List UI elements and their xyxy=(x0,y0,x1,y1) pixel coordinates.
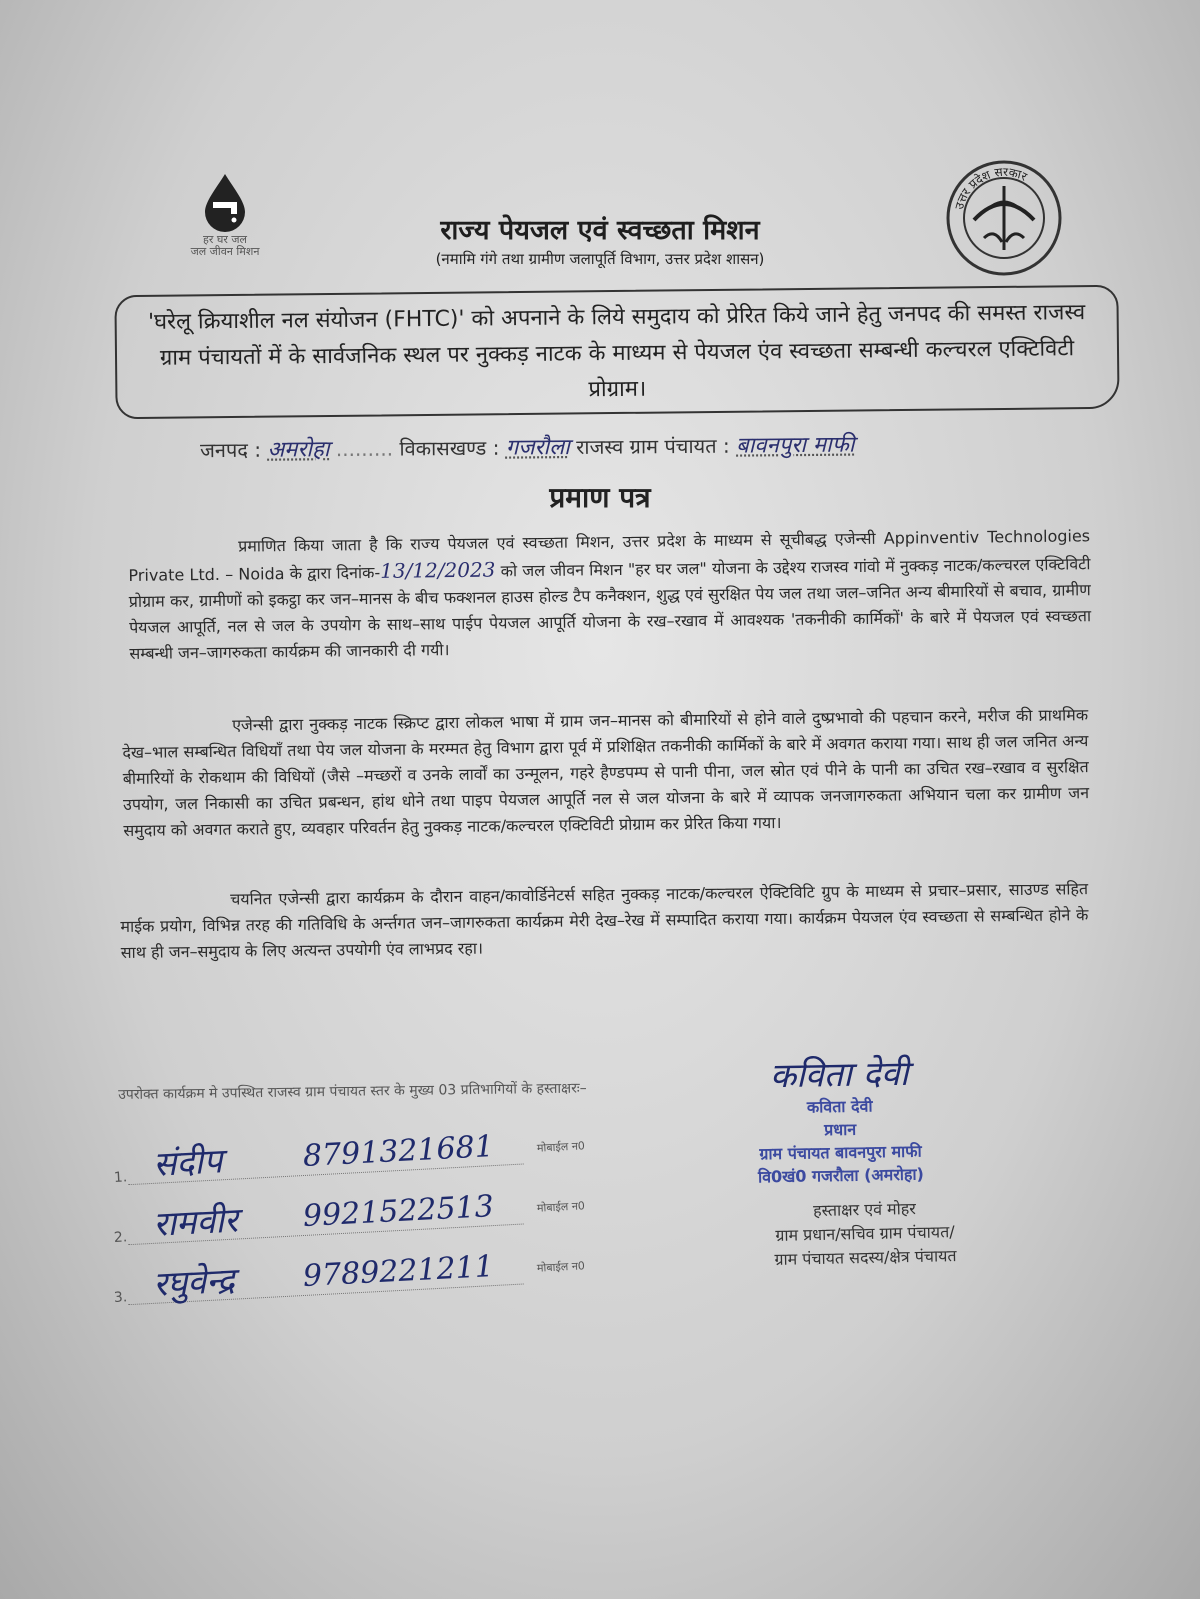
authority-caption xyxy=(719,1195,1010,1273)
mission-title: राज्य पेयजल एवं स्वच्छता मिशन xyxy=(440,215,760,246)
participants-label: उपरोक्त कार्यक्रम मे उपस्थित राजस्व ग्राम पंचायत स्तर के मुख्य 03 प्रतिभागियों के हस्ताक्षरः– xyxy=(118,1080,587,1103)
program-date: 13/12/2023 xyxy=(380,557,496,583)
logo-tagline-1: हर घर जल xyxy=(203,233,247,246)
paragraph-3-text: चयनित एजेन्सी द्वारा कार्यक्रम के दौरान वाहन/कावोर्डिनेटर्स सहित नुक्कड़ नाटक/कल्चरल ऐक्टिविटि ग्रुप के माध्यम से प्रचार–प्रसार, साउण्ड सहित माईक प्रयोग, विभिन्न तरह की गतिविधि के अर्न्तगत जन–जागरुकता कार्यक्रम मेरी देख–रेख में सम्पादित कराया गया। कार्यक्रम पेयजल एंव स्वच्छता से सम्बन्धित होने के साथ ही जन–समुदाय के लिए अत्यन्त उपयोगी एंव लाभप्रद रहा। xyxy=(120,879,1089,962)
authority-line-2: ग्राम प्रधान/सचिव ग्राम पंचायत/ xyxy=(775,1222,955,1245)
paragraph-1-part-b: को जल जीवन मिशन "हर घर जल" योजना के उद्देश्य राजस्व गांवो में नुक्कड़ नाटक/कल्चरल एक्टिविटी प्रोग्राम कर, ग्रामीणों को इकट्ठा कर जन–मानस के बीच फक्शनल हाउस होल्ड टैप कनैक्शन, शुद्ध एवं सुरक्षित पेय जल तथा जल–जनित अन्य बीमारियों से बचाव, ग्रामीण पेयजल आपूर्ति, नल से जल के उपयोग के साथ–साथ पाईप पेयजल आपूर्ति योजना के रख–रखाव में आवश्यक 'तकनीकी कार्मिकों' के बारे में पेयजल एवं स्वच्छता सम्बन्धी जन–जागरुकता कार्यक्रम की जानकारी दी गयी। xyxy=(128,554,1092,663)
participant-signature: रामवीर xyxy=(152,1200,239,1245)
participant-phone: 9921522513 xyxy=(302,1189,495,1234)
participant-phone: 9789221211 xyxy=(302,1249,495,1294)
mobile-label: मोबाईल न0 xyxy=(536,1139,586,1155)
participant-signature: रघुवेन्द्र xyxy=(152,1260,236,1305)
program-banner xyxy=(114,285,1119,420)
stamp-name: कविता देवी xyxy=(806,1096,873,1117)
participant-phone: 8791321681 xyxy=(302,1129,495,1174)
paragraph-1 xyxy=(128,523,1092,667)
participant-number: 3. xyxy=(113,1289,128,1306)
jal-jeevan-mission-logo xyxy=(180,172,270,272)
stamp-block: वि0खं0 गजरौला (अमरोहा) xyxy=(757,1164,925,1187)
mobile-label: मोबाईल न0 xyxy=(536,1259,586,1275)
pradhan-signature: कविता देवी xyxy=(769,1053,909,1097)
stamp-title: प्रधान xyxy=(824,1119,857,1140)
pradhan-signature-block xyxy=(689,1052,991,1189)
participant-number: 2. xyxy=(113,1229,128,1246)
district-value: अमरोहा xyxy=(267,437,330,463)
location-line: जनपद : अमरोहा ......... विकासखण्ड : गजरौला राजस्व ग्राम पंचायत : बावनपुरा माफी xyxy=(199,432,855,463)
authority-line-1: हस्ताक्षर एवं मोहर xyxy=(812,1198,917,1221)
authority-line-3: ग्राम पंचायत सदस्य/क्षेत्र पंचायत xyxy=(774,1246,957,1269)
stamp-panchayat: ग्राम पंचायत बावनपुरा माफी xyxy=(759,1141,922,1164)
paragraph-3 xyxy=(120,876,1089,966)
participant-signature: संदीप xyxy=(152,1141,224,1185)
paragraph-2 xyxy=(122,702,1090,844)
mobile-label: मोबाईल न0 xyxy=(536,1199,586,1215)
svg-text:उत्तर प्रदेश सरकार xyxy=(952,165,1030,211)
block-label: विकासखण्ड : xyxy=(399,435,500,461)
seal-text: उत्तर प्रदेश सरकार xyxy=(952,164,1030,211)
paragraph-2-text: एजेन्सी द्वारा नुक्कड़ नाटक स्क्रिप्ट द्वारा लोकल भाषा में ग्राम जन–मानस को बीमारियों से होने वाले दुष्प्रभावो की पहचान करने, मरीज की प्राथमिक देख–भाल सम्बन्धित विधियाँ तथा पेय जल योजना के मरम्मत हेतु विभाग द्वारा पूर्व में प्रशिक्षित तकनीकी कार्मिकों के बारे में अवगत कराया गया। साथ ही जल जनित अन्य बीमारियों के रोकथाम की विधियों (जैसे –मच्छरों व उनके लार्वों का उन्मूलन, गहरे हैण्डपम्प से पानी पीना, जल स्रोत एवं पीने के पानी का उचित रख–रखाव व सुरक्षित उपयोग, जल निकासी का उचित प्रबन्धन, हांथ धोने तथा पाइप पेयजल आपूर्ति नल से जल योजना के बारे में व्यापक जनजागरुकता अभियान चला कर ग्रामीण जन समुदाय को अवगत कराते हुए, व्यवहार परिवर्तन हेतु नुक्कड़ नाटक/कल्चरल एक्टिविटी प्रोग्राम कर प्रेरित किया गया। xyxy=(122,705,1090,840)
mission-subtitle: (नमामि गंगे तथा ग्रामीण जलापूर्ति विभाग, उत्तर प्रदेश शासन) xyxy=(435,250,765,268)
block-value: गजरौला xyxy=(505,435,570,461)
banner-text: 'घरेलू क्रियाशील नल संयोजन (FHTC)' को अपनाने के लिये समुदाय को प्रेरित किये जाने हेतु जनपद की समस्त राजस्व ग्राम पंचायतों में के सार्वजनिक स्थल पर नुक्कड़ नाटक के माध्यम से पेयजल एंव स्वच्छता सम्बन्धी कल्चरल एक्टिविटी प्रोग्राम। xyxy=(147,300,1086,403)
water-drop-tap-icon xyxy=(197,172,253,234)
certificate-title: प्रमाण पत्र xyxy=(549,481,651,514)
district-label: जनपद : xyxy=(199,437,262,463)
participant-number: 1. xyxy=(113,1169,128,1186)
logo-tagline-2: जल जीवन मिशन xyxy=(190,245,260,258)
panchayat-label: राजस्व ग्राम पंचायत : xyxy=(576,433,730,459)
up-government-seal xyxy=(944,158,1064,278)
panchayat-value: बावनपुरा माफी xyxy=(735,432,855,459)
paragraph-1-part-a: प्रमाणित किया जाता है कि राज्य पेयजल एवं स्वच्छता मिशन, उत्तर प्रदेश के माध्यम से सूचीबद्ध एजेन्सी Appinventiv Technologies Private Ltd. – Noida के द्वारा दिनांक- xyxy=(128,526,1091,585)
up-government-seal-icon xyxy=(944,158,1064,278)
